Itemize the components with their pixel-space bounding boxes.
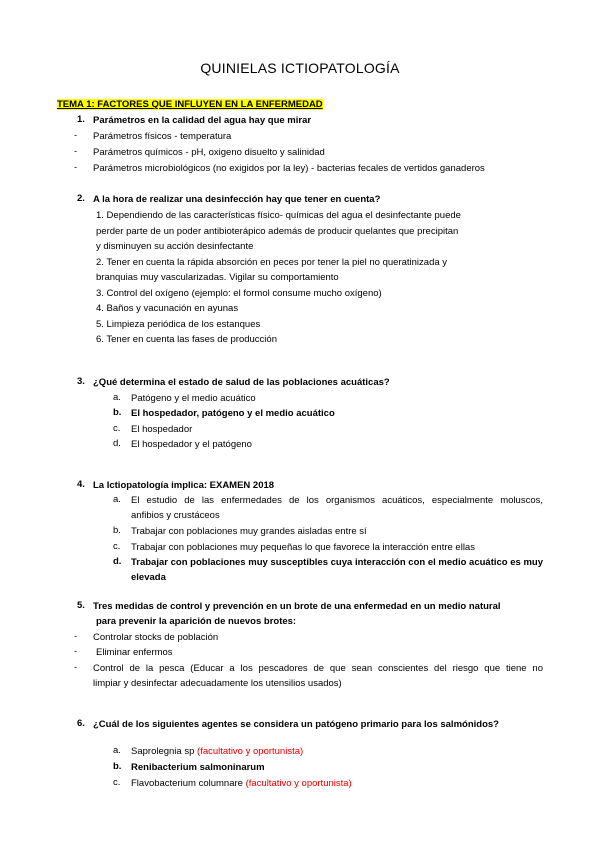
q6-number: 6. — [77, 718, 85, 729]
q4-option: Trabajar con poblaciones muy pequeñas lo que favorece la interacción entre ellas — [131, 542, 475, 553]
q2-number: 2. — [77, 193, 85, 204]
q6-option-letter: b. — [113, 761, 122, 772]
q2-line: 4. Baños y vacunación en ayunas — [96, 303, 239, 314]
q2-line: 3. Control del oxígeno (ejemplo: el formol consume mucho oxígeno) — [96, 288, 382, 299]
q4-option-letter: c. — [113, 541, 121, 552]
q5-item: Eliminar enfermos — [96, 647, 173, 658]
q3-option: Patógeno y el medio acuático — [131, 393, 256, 404]
q3-option-letter: a. — [113, 392, 121, 403]
q5-bullet: - — [74, 631, 78, 642]
q4-option-letter: b. — [113, 525, 121, 536]
q3-number: 3. — [77, 376, 85, 387]
q6-option-letter: a. — [113, 745, 121, 756]
q5-number: 5. — [77, 600, 85, 611]
q1-item: Parámetros microbiológicos (no exigidos por la ley) - bacterias fecales de vertidos ganaderos — [93, 163, 485, 174]
q4-option-cont: anfibios y crustáceos — [131, 510, 220, 521]
q5-text-cont: para prevenir la aparición de nuevos brotes: — [96, 616, 297, 627]
document-title: QUINIELAS ICTIOPATOLOGÍA — [200, 60, 400, 76]
q5-item-cont: limpiar y desinfectar adecuadamente los utensilios usados) — [93, 678, 342, 689]
q3-option-letter: d. — [113, 438, 121, 449]
q4-option-letter: d. — [113, 556, 122, 567]
q2-line: 2. Tener en cuenta la rápida absorción en peces por tener la piel no queratinizada y — [96, 257, 448, 268]
q4-option: El estudio de las enfermedades de los organismos acuáticos, especialmente moluscos, — [131, 495, 543, 506]
q1-bullet: - — [74, 162, 78, 173]
q1-item: Parámetros químicos - pH, oxigeno disuelto y salinidad — [93, 147, 325, 158]
q4-number: 4. — [77, 479, 85, 490]
q6-option-note: (facultativo y oportunista) — [197, 746, 304, 757]
q6-option-note: (facultativo y oportunista) — [245, 778, 352, 789]
q2-line: 1. Dependiendo de las características físico- químicas del agua el desinfectante puede — [96, 210, 461, 221]
q5-item: Controlar stocks de población — [93, 632, 219, 643]
q4-text: La Ictiopatología implica: EXAMEN 2018 — [93, 480, 275, 491]
q5-bullet: - — [74, 646, 78, 657]
q4-option-letter: a. — [113, 494, 121, 505]
q6-option-letter: c. — [113, 777, 121, 788]
q5-bullet: - — [74, 662, 78, 673]
q2-line: branquias muy vascularizadas. Vigilar su comportamiento — [96, 272, 339, 283]
q3-option: El hospedador — [131, 424, 193, 435]
q2-line: perder parte de un poder antibioterápico además de producir quelantes que precipitan — [96, 226, 459, 237]
q2-text: A la hora de realizar una desinfección hay que tener en cuenta? — [93, 194, 381, 205]
topic-heading: TEMA 1: FACTORES QUE INFLUYEN EN LA ENFERMEDAD — [57, 99, 323, 110]
q3-option-correct: El hospedador, patógeno y el medio acuático — [131, 408, 335, 419]
q6-option: Saprolegnia sp (facultativo y oportunista) — [131, 746, 304, 757]
q6-option-correct: Renibacterium salmoninarum — [131, 762, 265, 773]
q3-text: ¿Qué determina el estado de salud de las poblaciones acuáticas? — [93, 377, 390, 388]
q5-item: Control de la pesca (Educar a los pescadores de que sean conscientes del riesgo que tiene no — [93, 663, 543, 674]
q1-number: 1. — [77, 114, 85, 125]
q3-option-letter: b. — [113, 407, 122, 418]
q2-line: y disminuyen su acción desinfectante — [96, 241, 254, 252]
q6-option: Flavobacterium columnare (facultativo y oportunista) — [131, 778, 352, 789]
q4-option: Trabajar con poblaciones muy grandes aisladas entre sí — [131, 526, 367, 537]
q1-bullet: - — [74, 146, 78, 157]
q1-bullet: - — [74, 130, 78, 141]
q1-text: Parámetros en la calidad del agua hay que mirar — [93, 115, 312, 126]
q3-option: El hospedador y el patógeno — [131, 439, 252, 450]
q2-line: 5. Limpieza periódica de los estanques — [96, 319, 261, 330]
q1-item: Parámetros físicos - temperatura — [93, 131, 232, 142]
q2-line: 6. Tener en cuenta las fases de producción — [96, 334, 277, 345]
q3-option-letter: c. — [113, 423, 121, 434]
q4-option-correct: Trabajar con poblaciones muy susceptibles cuya interacción con el medio acuático es muy — [131, 557, 543, 568]
q5-text: Tres medidas de control y prevención en un brote de una enfermedad en un medio natural — [93, 601, 501, 612]
q6-text: ¿Cuál de los siguientes agentes se considera un patógeno primario para los salmónidos? — [93, 719, 499, 730]
q4-option-cont: elevada — [131, 572, 166, 583]
